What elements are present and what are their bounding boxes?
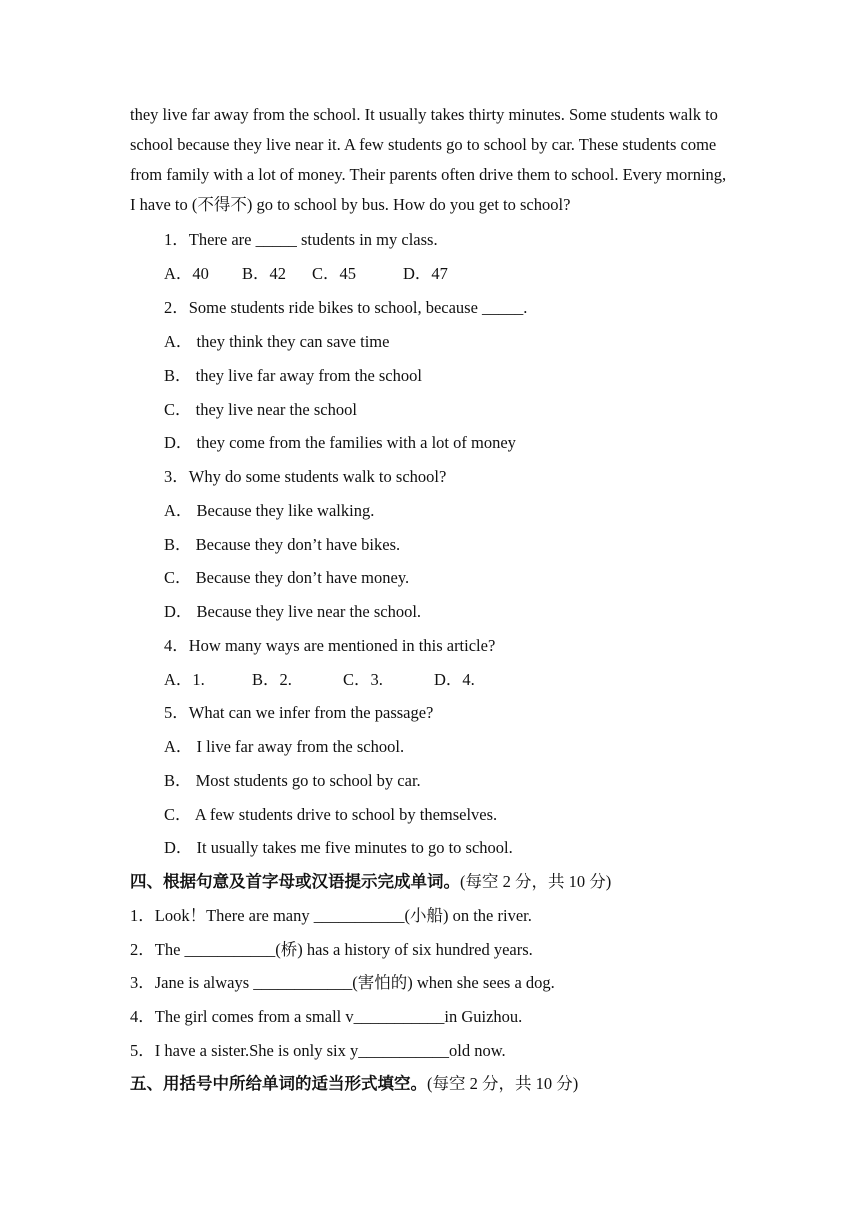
section-5-note: (每空 2 分，共 10 分): [427, 1074, 579, 1093]
question-3-stem: 3．Why do some students walk to school?: [164, 467, 447, 486]
option-a: A．1.: [164, 670, 205, 689]
passage-line: I have to (不得不) go to school by bus. How do you get to school?: [130, 195, 571, 214]
section-5-heading: [130, 1074, 578, 1094]
option-b: B．2.: [252, 670, 292, 689]
passage-line: from family with a lot of money. Their parents often drive them to school. Every morning,: [130, 165, 727, 184]
passage-line: school because they live near it. A few students go to school by car. These students come: [130, 135, 717, 154]
question-4-stem: 4．How many ways are mentioned in this article?: [164, 636, 496, 655]
passage: [130, 100, 735, 220]
option-a: A．40: [164, 264, 209, 283]
question-5-option-b: B． Most students go to school by car.: [164, 771, 421, 790]
question-4-options: [164, 670, 475, 690]
option-d: D．4.: [434, 670, 475, 689]
section-4-item-5: 5．I have a sister.She is only six y___________old now.: [130, 1041, 506, 1060]
question-2-option-c: C． they live near the school: [164, 400, 357, 419]
question-3-option-b: B． Because they don’t have bikes.: [164, 535, 401, 554]
question-3-option-d: D． Because they live near the school.: [164, 602, 422, 621]
section-4-heading: [130, 872, 611, 892]
option-b: B．42: [242, 264, 287, 283]
section-4-item-3: 3．Jane is always ____________(害怕的) when she sees a dog.: [130, 973, 555, 992]
question-1-options: [164, 264, 448, 284]
question-2-option-b: B． they live far away from the school: [164, 366, 422, 385]
question-5-option-c: C． A few students drive to school by themselves.: [164, 805, 498, 824]
passage-line: they live far away from the school. It usually takes thirty minutes. Some students walk to: [130, 105, 718, 124]
question-5-option-d: D． It usually takes me five minutes to go to school.: [164, 838, 513, 857]
question-2-option-a: A． they think they can save time: [164, 332, 390, 351]
question-5-option-a: A． I live far away from the school.: [164, 737, 405, 756]
section-4-title: 四、根据句意及首字母或汉语提示完成单词。: [130, 872, 460, 891]
question-1-stem: 1．There are _____ students in my class.: [164, 230, 438, 249]
question-3-option-a: A． Because they like walking.: [164, 501, 375, 520]
option-c: C．3.: [343, 670, 383, 689]
section-5-title: 五、用括号中所给单词的适当形式填空。: [130, 1074, 427, 1093]
option-c: C．45: [312, 264, 357, 283]
section-4-item-1: 1．Look！There are many ___________(小船) on the river.: [130, 906, 532, 925]
question-2-stem: 2．Some students ride bikes to school, because _____.: [164, 298, 528, 317]
section-4-item-2: 2．The ___________(桥) has a history of six hundred years.: [130, 940, 533, 959]
section-4-item-4: 4．The girl comes from a small v___________in Guizhou.: [130, 1007, 523, 1026]
section-4-note: (每空 2 分，共 10 分): [460, 872, 612, 891]
question-2-option-d: D． they come from the families with a lot of money: [164, 433, 516, 452]
question-3-option-c: C． Because they don’t have money.: [164, 568, 410, 587]
option-d: D．47: [403, 264, 448, 283]
question-5-stem: 5．What can we infer from the passage?: [164, 703, 434, 722]
